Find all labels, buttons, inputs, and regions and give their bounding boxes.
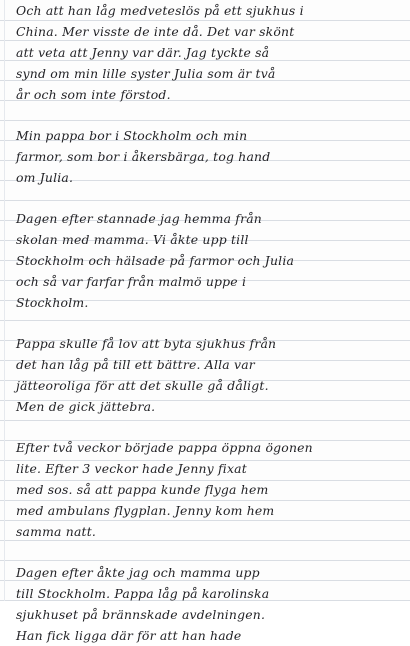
handwritten-text [16, 0, 406, 646]
text-line: med sos. så att pappa kunde flyga hem [16, 482, 269, 497]
text-line: Efter två veckor började pappa öppna ögonen [16, 440, 313, 455]
text-line: att veta att Jenny var där. Jag tyckte så [16, 45, 270, 60]
text-line: Stockholm. [16, 295, 89, 310]
text-line: China. Mer visste de inte då. Det var skönt [16, 24, 295, 39]
paragraph [16, 208, 406, 313]
text-line: sjukhuset på brännskade avdelningen. [16, 607, 266, 622]
paragraph-gap [16, 417, 406, 437]
text-line: Dagen efter åkte jag och mamma upp [16, 565, 260, 580]
paragraph-gap [16, 542, 406, 562]
text-line: synd om min lille syster Julia som är två [16, 66, 276, 81]
page-margin-line [4, 0, 5, 601]
paragraph [16, 562, 406, 646]
text-line: år och som inte förstod. [16, 87, 171, 102]
text-line: med ambulans flygplan. Jenny kom hem [16, 503, 275, 518]
text-line: samma natt. [16, 524, 97, 539]
text-line: Pappa skulle få lov att byta sjukhus från [16, 336, 277, 351]
paragraph-gap [16, 313, 406, 333]
text-line: Dagen efter stannade jag hemma från [16, 211, 262, 226]
text-line: det han låg på till ett bättre. Alla var [16, 357, 255, 372]
text-line: Men de gick jättebra. [16, 399, 156, 414]
text-line: Han fick ligga där för att han hade [16, 628, 242, 643]
text-line: farmor, som bor i åkersbärga, tog hand [16, 149, 271, 164]
text-line: lite. Efter 3 veckor hade Jenny fixat [16, 461, 247, 476]
paragraph-gap [16, 105, 406, 125]
text-line: Min pappa bor i Stockholm och min [16, 128, 248, 143]
text-line: jätteoroliga för att det skulle gå dåligt. [16, 378, 269, 393]
text-line: skolan med mamma. Vi åkte upp till [16, 232, 249, 247]
text-line: Stockholm och hälsade på farmor och Julia [16, 253, 295, 268]
paragraph [16, 333, 406, 417]
text-line: Och att han låg medveteslös på ett sjukhus i [16, 3, 304, 18]
paragraph [16, 437, 406, 542]
text-line: till Stockholm. Pappa låg på karolinska [16, 586, 270, 601]
paragraph-gap [16, 188, 406, 208]
text-line: om Julia. [16, 170, 74, 185]
text-line: och så var farfar från malmö uppe i [16, 274, 247, 289]
paragraph [16, 125, 406, 188]
paragraph [16, 0, 406, 105]
